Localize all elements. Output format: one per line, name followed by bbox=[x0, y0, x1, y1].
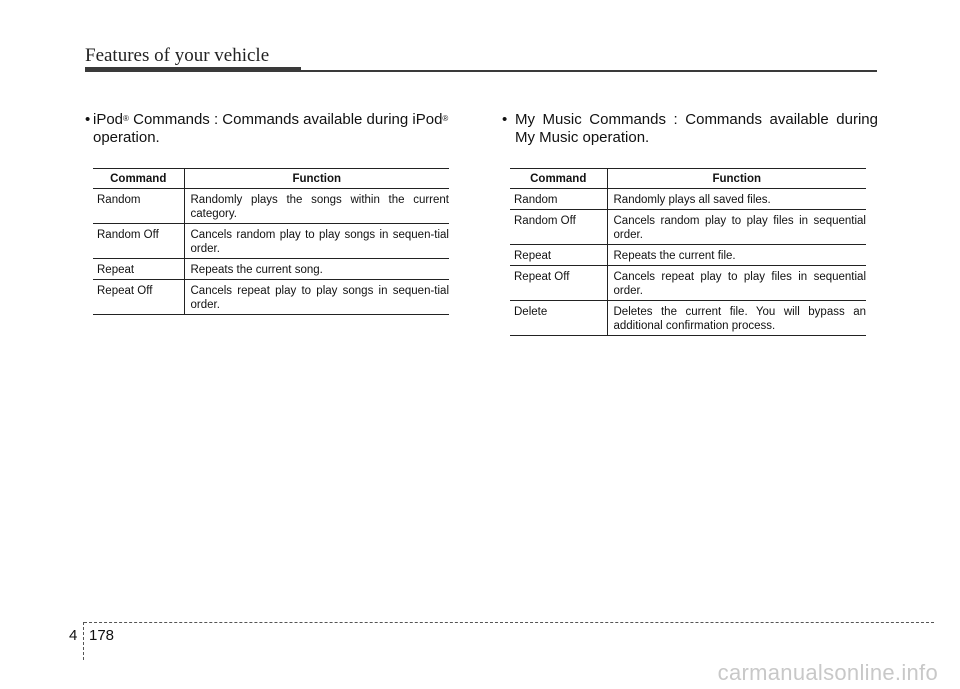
function-cell: Randomly plays all saved files. bbox=[607, 189, 866, 210]
table-row bbox=[93, 259, 449, 280]
command-cell: Repeat Off bbox=[510, 266, 607, 301]
command-cell: Repeat bbox=[93, 259, 184, 280]
header-bar-accent bbox=[85, 67, 301, 72]
footer-rule bbox=[84, 622, 934, 623]
table-row bbox=[510, 189, 866, 210]
command-cell: Random bbox=[510, 189, 607, 210]
command-cell: Random Off bbox=[510, 210, 607, 245]
table-row bbox=[93, 224, 449, 259]
command-column-header: Command bbox=[510, 169, 607, 189]
table-header-row bbox=[93, 169, 449, 189]
command-cell: Delete bbox=[510, 301, 607, 336]
function-cell: Cancels random play to play songs in sequen-tial order. bbox=[184, 224, 449, 259]
table-row bbox=[93, 189, 449, 224]
function-cell: Deletes the current file. You will bypass an additional confirmation process. bbox=[607, 301, 866, 336]
table-row bbox=[510, 301, 866, 336]
footer-divider bbox=[83, 622, 84, 660]
function-cell: Randomly plays the songs within the current category. bbox=[184, 189, 449, 224]
command-cell: Repeat bbox=[510, 245, 607, 266]
my-music-commands-intro bbox=[502, 111, 878, 147]
command-cell: Repeat Off bbox=[93, 280, 184, 315]
ipod-intro-line2: operation. bbox=[93, 129, 160, 146]
table-row bbox=[93, 280, 449, 315]
table-row bbox=[510, 266, 866, 301]
my-music-commands-table bbox=[510, 168, 866, 336]
bullet: • bbox=[85, 111, 91, 128]
header-rule bbox=[301, 70, 877, 72]
registered-mark: ® bbox=[123, 114, 129, 123]
bullet: • bbox=[502, 111, 508, 128]
function-cell: Cancels repeat play to play songs in sequen-tial order. bbox=[184, 280, 449, 315]
table-row bbox=[510, 210, 866, 245]
function-cell: Cancels repeat play to play files in sequential order. bbox=[607, 266, 866, 301]
command-cell: Random bbox=[93, 189, 184, 224]
watermark-text: carmanualsonline.info bbox=[717, 660, 938, 685]
page-number: 178 bbox=[89, 627, 115, 644]
function-column-header: Function bbox=[184, 169, 449, 189]
function-column-header: Function bbox=[607, 169, 866, 189]
function-cell: Repeats the current file. bbox=[607, 245, 866, 266]
function-cell: Cancels random play to play files in sequential order. bbox=[607, 210, 866, 245]
function-cell: Repeats the current song. bbox=[184, 259, 449, 280]
my-music-intro-line1: My Music Commands : Commands available during bbox=[515, 111, 878, 128]
command-column-header: Command bbox=[93, 169, 184, 189]
ipod-commands-intro bbox=[85, 111, 460, 147]
table-header-row bbox=[510, 169, 866, 189]
table-row bbox=[510, 245, 866, 266]
ipod-commands-table bbox=[93, 168, 449, 315]
registered-mark: ® bbox=[442, 114, 449, 123]
ipod-intro-line1: iPod® Commands : Commands available during iPod® bbox=[93, 111, 449, 128]
command-cell: Random Off bbox=[93, 224, 184, 259]
my-music-intro-line2: My Music operation. bbox=[515, 129, 650, 146]
chapter-number: 4 bbox=[69, 627, 78, 644]
page-header-title: Features of your vehicle bbox=[85, 45, 270, 66]
